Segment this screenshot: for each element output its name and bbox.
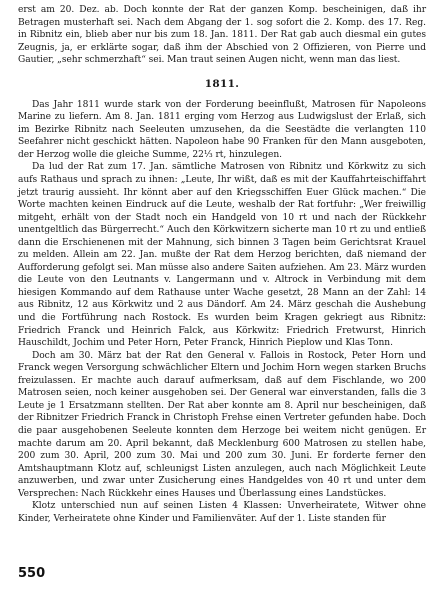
paragraph-klotz-listen: Klotz unterschied nun auf seinen Listen 4 Klassen: Unverheiratete, Witwer ohne Kinder, Verheiratete ohne Kinder und Familienväter. Auf der 1. Liste standen für xyxy=(18,501,426,524)
section-heading: 1811. xyxy=(204,77,240,90)
paragraph-napoleon-marine: Das Jahr 1811 wurde stark von der Forderung beeinflußt, Matrosen für Napoleons Marine zu liefern. Am 8. Jan. 1811 erging vom Herzog aus Ludwigslust der Erlaß, sich im Bezirke Ribnitz nach Seeleuten umzusehen, da die Seestädte die verlangten 110 Seefahrer nicht geschickt hätten. Napoleon habe 90 Franken für den Mann ausgeboten, der Herzog wolle die gleiche Summe, 22⅓ rt, hinzulegen. xyxy=(18,99,426,160)
page-number: 550 xyxy=(18,566,46,581)
paragraph-general-fallois: Doch am 30. März bat der Rat den General v. Fallois in Rostock, Peter Horn und Franck wegen Versorgung schwächlicher Eltern und Jochim Horn wegen starken Bruchs freizulassen. Er machte auch darauf aufmerksam, daß auf dem Fischlande, wo 200 Matrosen seien, noch keiner ausgehoben sei. Der General war einverstanden, falls die 3 Leute je 1 Ersatzmann stellten. Der Rat aber konnte am 8. April nur bescheinigen, daß der Ribnitzer Friedrich Franck in Christoph Frehse einen Vertreter gefunden habe. Doch die paar ausgehobenen Seeleute konnten dem Herzoge bei weitem nicht genügen. Er machte darum am 20. April bekannt, daß Mecklenburg 600 Matrosen zu stellen habe, 200 zum 30. April, 200 zum 30. Mai und 200 zum 30. Juni. Er forderte ferner den Amtshauptmann Klotz auf, schleunigst Listen anzulegen, auch nach Möglichkeit Leute anzuwerben, und zwar unter Zusicherung eines Handgeldes von 40 rt und unter dem Versprechen: Nach Rückkehr eines Hauses und Überlassung eines Landstückes. xyxy=(18,350,426,499)
document-page xyxy=(18,4,426,525)
intro-paragraph: erst am 20. Dez. ab. Doch konnte der Rat der ganzen Komp. bescheinigen, daß ihr Betragen musterhaft sei. Nach dem Abgang der 1. sog sofort die 2. Komp. des 17. Reg. in Ribnitz ein, blieb aber nur bis zum 18. Jan. 1811. Der Rat gab auch diesmal ein gutes Zeugnis, ja, er erklärte sogar, daß ihm der Abschied von 2 Offizieren, von Pierre und Gautier, „sehr schmerzhaft“ sei. Man traut seinen Augen nicht, wenn man das liest. xyxy=(18,5,426,66)
paragraph-rathaus-matrosen: Da lud der Rat zum 17. Jan. sämtliche Matrosen von Ribnitz und Körkwitz zu sich aufs Rathaus und sprach zu ihnen: „Leute, Ihr wißt, daß es mit der Kauffahrteischiffahrt jetzt traurig aussieht. Ihr könnt aber auf den Kriegsschiffen Euer Glück machen.“ Die Worte machten keinen Eindruck auf die Leute, weshalb der Rat fortfuhr: „Wer freiwillig mitgeht, erhält von der Stadt noch ein Handgeld von 10 rt und nach der Rückkehr unentgeltlich das Bürgerrecht.“ Auch den Körkwitzern sicherte man 10 rt zu und entließ dann die Erschienenen mit der Mahnung, sich binnen 3 Tagen beim Gerichtsrat Krauel zu melden. Allein am 22. Jan. mußte der Rat dem Herzog berichten, daß niemand der Aufforderung gefolgt sei. Man müsse also andere Saiten aufziehen. Am 23. März wurden die Leute von den Leutnants v. Langermann und v. Altrock in Verbindung mit dem hiesigen Kommando auf dem Rathause unter Wache gesetzt, 28 Mann an der Zahl: 14 aus Ribnitz, 12 aus Körkwitz und 2 aus Dändorf. Am 24. März geschah die Aushebung und die Fortführung nach Rostock. Es wurden beim Kragen gekriegt aus Ribnitz: Friedrich Franck und Heinrich Falck, aus Körkwitz: Friedrich Fretwurst, Hinrich Hauschildt, Jochim und Peter Horn, Peter Franck, Hinrich Pieplow und Klas Tonn. xyxy=(18,162,426,349)
